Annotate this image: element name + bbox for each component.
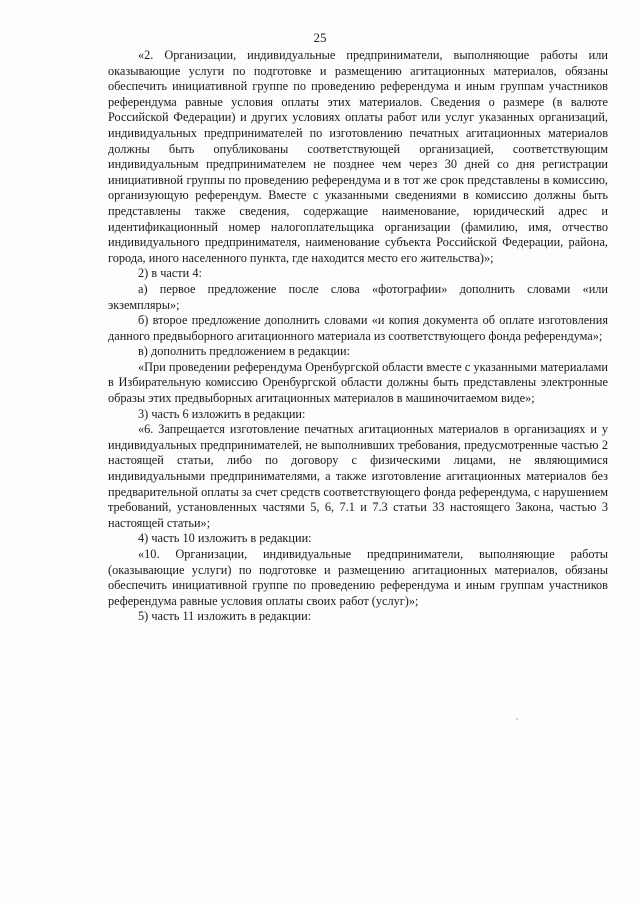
paragraph-item-3-part-6: 3) часть 6 изложить в редакции: <box>138 406 306 421</box>
paragraph-subitem-a: а) первое предложение после слова «фотографии» дополнить словами «или экземпляры»; <box>108 281 608 312</box>
paragraph-item-4-part-10: 4) часть 10 изложить в редакции: <box>138 531 312 546</box>
paragraph-subitem-v: в) дополнить предложением в редакции: <box>138 344 351 359</box>
paragraph-subitem-b: б) второе предложение дополнить словами «и копия документа об оплате изготовления данного предвыборного агитационного материала из соответствующего фонда референдума»; <box>108 313 608 343</box>
paragraph-part-2-text: «2. Организации, индивидуальные предприниматели, выполняющие работы или оказывающие услуги по подготовке и размещению агитационных материалов, обязаны обеспечить инициативной группе по проведению референдума и иным группам участников референдума равные условия оплаты этих материалов. Сведения о размере (в валюте Российской Федерации) и других условиях оплаты работ или услуг указанных организаций, индивидуальных предпринимателей по изготовлению печатных агитационных материалов должны быть опубликованы соответствующей организацией, соответствующим индивидуальным предпринимателем не позднее чем через 30 дней со дня регистрации инициативной группы по проведению референдума и в тот же срок представлены в комиссию, организующую референдум. Вместе с указанными сведениями в комиссию должны быть представлены также сведения, содержащие наименование, юридический адрес и идентификационный номер налогоплательщика организации (фамилию, имя, отчество индивидуального предпринимателя, наименование субъекта Российской Федерации, района, города, иного населенного пункта, где находится место его жительства)»; <box>108 48 608 265</box>
page-number: 25 <box>313 30 327 45</box>
paragraph-item-2-part-4: 2) в части 4: <box>138 266 202 281</box>
scan-speck <box>516 718 518 720</box>
document-body <box>108 48 608 625</box>
paragraph-item-5-part-11: 5) часть 11 изложить в редакции: <box>138 609 312 624</box>
paragraph-new-sentence-text: «При проведении референдума Оренбургской области вместе с указанными материалами в Избирательную комиссию Оренбургской области должны быть представлены электронные образы этих предвыборных агитационных материалов в машиночитаемом виде»; <box>108 359 608 406</box>
paragraph-part-10-text: «10. Организации, индивидуальные предприниматели, выполняющие работы (оказывающие услуги) по подготовке и размещению агитационных материалов, обязаны обеспечить инициативной группе по проведению референдума и иным группам участников референдума равные условия оплаты своих работ (услуг)»; <box>108 547 608 608</box>
paragraph-part-6-text: «6. Запрещается изготовление печатных агитационных материалов в организациях и у индивидуальных предпринимателей, не выполнивших требования, предусмотренные частью 2 настоящей статьи, либо по договору с физическими лицами, не являющимися индивидуальными предпринимателями, а также изготовление агитационных материалов без предварительной оплаты за счет средств соответствующего фонда референдума, с нарушением требований, установленных частями 5, 6, 7.1 и 7.3 статьи 33 настоящего Закона, частью 3 настоящей статьи»; <box>108 422 608 530</box>
